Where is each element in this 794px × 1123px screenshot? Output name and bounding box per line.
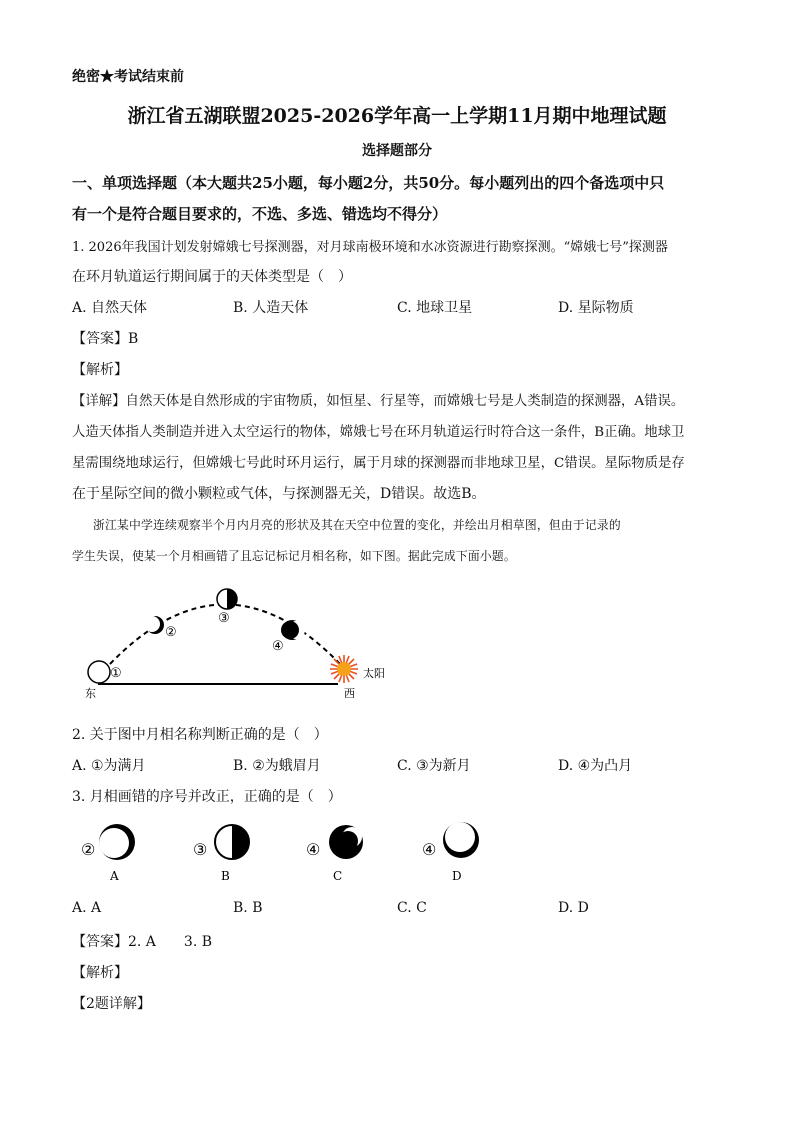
q1-stem-line-2: 在环月轨道运行期间属于的天体类型是（ ） bbox=[72, 269, 352, 285]
q3-option-a: A. A bbox=[72, 900, 102, 916]
q3-d-letter: D bbox=[452, 869, 462, 883]
moon-3-icon bbox=[217, 589, 237, 609]
label-1: ① bbox=[110, 666, 122, 681]
answers-line: 【答案】2. A 3. B bbox=[72, 934, 213, 950]
q3-a-moon-icon bbox=[99, 824, 135, 860]
instructions-line-2: 有一个是符合题目要求的，不选、多选、错选均不得分） bbox=[72, 205, 448, 223]
moon-4-icon bbox=[281, 620, 305, 640]
moon-1-icon bbox=[88, 661, 110, 683]
q1-option-c: C. 地球卫星 bbox=[397, 300, 473, 316]
q2-option-c: C. ③为新月 bbox=[397, 758, 471, 774]
q3-moon-options-figure bbox=[70, 818, 490, 888]
q3-option-d: D. D bbox=[558, 900, 589, 916]
q1-option-a: A. 自然天体 bbox=[72, 300, 148, 316]
q1-answer: 【答案】B bbox=[72, 331, 139, 347]
q1-detail-line-4: 在于星际空间的微小颗粒或气体，与探测器无关，D错误。故选B。 bbox=[72, 486, 486, 502]
secret-label: 绝密★考试结束前 bbox=[72, 69, 184, 85]
moon-phase-sky-figure bbox=[70, 580, 400, 705]
q3-b-letter: B bbox=[221, 869, 230, 883]
q3-option-b: B. B bbox=[233, 900, 263, 916]
label-2: ② bbox=[165, 625, 177, 640]
sun-label: 太阳 bbox=[363, 667, 385, 680]
west-label: 西 bbox=[344, 687, 355, 700]
q3-d-number: ④ bbox=[422, 840, 437, 859]
q3-a-number: ② bbox=[81, 840, 96, 859]
q3-c-number: ④ bbox=[306, 840, 321, 859]
answers-analysis-label: 【解析】 bbox=[72, 965, 128, 981]
east-label: 东 bbox=[85, 687, 96, 700]
q2-option-b: B. ②为蛾眉月 bbox=[233, 758, 321, 774]
section-title: 选择题部分 bbox=[362, 143, 432, 159]
q3-option-c: C. C bbox=[397, 900, 427, 916]
material-line-1: 浙江某中学连续观察半个月内月亮的形状及其在天空中位置的变化，并绘出月相草图，但由于记录的 bbox=[93, 518, 621, 532]
q1-option-b: B. 人造天体 bbox=[233, 300, 309, 316]
label-4: ④ bbox=[272, 639, 284, 654]
answers-detail-label: 【2题详解】 bbox=[72, 996, 151, 1012]
q3-d-moon-icon bbox=[443, 822, 479, 858]
q1-analysis-label: 【解析】 bbox=[72, 362, 128, 378]
label-3: ③ bbox=[218, 611, 230, 626]
sun-icon bbox=[330, 655, 358, 683]
q2-option-d: D. ④为凸月 bbox=[558, 758, 633, 774]
page-title: 浙江省五湖联盟2025-2026学年高一上学期11月期中地理试题 bbox=[127, 105, 667, 127]
q1-detail-line-1: 【详解】自然天体是自然形成的宇宙物质，如恒星、行星等，而嫦娥七号是人类制造的探测器，A错误。 bbox=[72, 394, 685, 409]
q3-stem: 3. 月相画错的序号并改正，正确的是（ ） bbox=[72, 789, 342, 805]
material-line-2: 学生失误，使某一个月相画错了且忘记标记月相名称，如下图。据此完成下面小题。 bbox=[72, 549, 516, 563]
q3-a-letter: A bbox=[110, 869, 119, 883]
q3-c-moon-icon bbox=[329, 825, 363, 859]
q1-detail-line-2: 人造天体指人类制造并进入太空运行的物体，嫦娥七号在环月轨道运行时符合这一条件，B正确。地球卫 bbox=[72, 425, 685, 440]
q1-detail-line-3: 星需围绕地球运行，但嫦娥七号此时环月运行，属于月球的探测器而非地球卫星，C错误。星际物质是存 bbox=[72, 456, 685, 471]
q1-stem-line-1: 1. 2026年我国计划发射嫦娥七号探测器，对月球南极环境和水冰资源进行勘察探测。“嫦娥七号”探测器 bbox=[72, 240, 668, 255]
q2-stem: 2. 关于图中月相名称判断正确的是（ ） bbox=[72, 727, 328, 743]
q3-b-moon-icon bbox=[215, 825, 249, 859]
q2-option-a: A. ①为满月 bbox=[72, 758, 146, 774]
q3-c-letter: C bbox=[333, 869, 343, 883]
q1-option-d: D. 星际物质 bbox=[558, 300, 634, 316]
instructions-line-1: 一、单项选择题（本大题共25小题，每小题2分，共50分。每小题列出的四个备选项中只 bbox=[72, 174, 665, 192]
q3-b-number: ③ bbox=[193, 840, 208, 859]
